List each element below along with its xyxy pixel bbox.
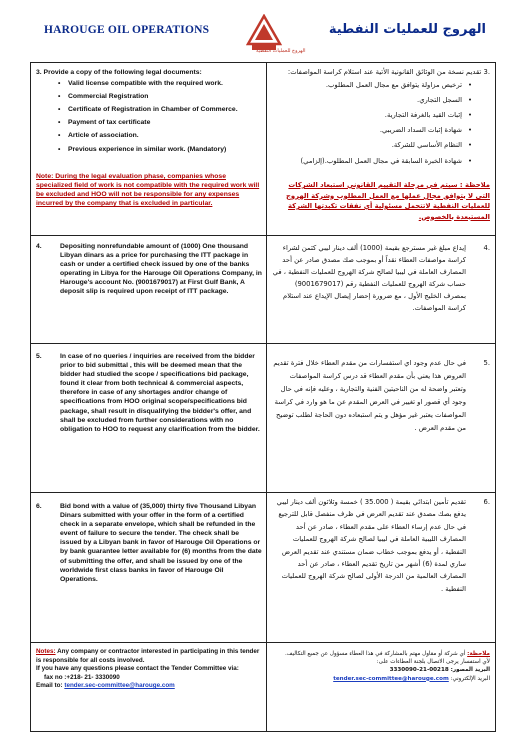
row-separator — [30, 343, 496, 344]
item4-ar — [272, 242, 490, 314]
list-item: • ترخيص مزاولة يتوافق مع مجال العمل المطلوب. — [272, 81, 462, 90]
deposit-paragraph-en: Depositing nonrefundable amount of (1000) One thousand Libyan dinars as a price for purchasing the ITT package in cash or under a certified check issued by one of the banks operating in Libya for the Harouge Oil Operations Company, in Harouge's account No. (9001679017) at First Gulf Bank, A deposit slip is required upon receipt of ITT package. — [60, 243, 262, 296]
item-number: .6 — [483, 498, 490, 506]
item-number: 4. — [36, 243, 42, 250]
item4-en — [36, 242, 262, 297]
email-label: البريد الإلكتروني: — [448, 675, 490, 682]
column-divider — [266, 62, 267, 732]
item5-en — [36, 352, 262, 434]
item-number: .5 — [483, 359, 490, 367]
item-number: 5. — [36, 353, 42, 360]
contact-text: If you have any questions please contact the Tender Committee via: — [36, 665, 239, 673]
item-number: .4 — [483, 244, 490, 252]
list-item: • Certificate of Registration in Chamber of Commerce. — [68, 105, 262, 114]
list-item: • Valid license compatible with the required work. — [68, 79, 262, 88]
legal-docs-list-en — [36, 79, 262, 154]
row-separator — [30, 235, 496, 236]
notes-text: Any company or contractor interested in participating in this tender is responsible for all costs involved. — [36, 648, 260, 664]
legal-docs-list-ar — [272, 81, 490, 166]
item-number: 6. — [36, 503, 42, 510]
item6-en — [36, 502, 262, 584]
fax-number: البريد المصور: 00218-21-3330090 — [389, 667, 490, 674]
footer-notes-en — [36, 648, 262, 691]
email-link[interactable]: tender.sec-committee@harouge.com — [64, 682, 175, 690]
item5-ar — [272, 357, 490, 435]
row-separator — [30, 492, 496, 493]
list-item: • Payment of tax certificate — [68, 118, 262, 127]
bid-bond-paragraph-en: Bid bond with a value of (35,000) thirty five Thousand Libyan Dinars submitted with your offer in the form of a certified check in a separate envelope, which shall be refunded in the event of failure to secure the tender. The check shall be issued by a Libyan bank in favor of Harouge Oil Operations or by bank guarantee letter available for (6) months from the date of submitting the offer, and shall be issued by one of the worldwide first class banks in favor of Harouge Oil Operations. — [60, 503, 262, 583]
bid-bond-paragraph-ar: تقديم تأمين ابتدائي بقيمة ( 35.000 ) خمسة وثلاثون ألف دينار ليبي يدفع بصك مصدق عند تقديم العرض في ظرف منفصل قابل للترجيع في حال عدم إرساء العطاء على مقدم العطاء ، صادر عن أحد المصارف الليبية العاملة في ليبيا لصالح شركة الهروج للعمليات النفطية ، أو يدفع بموجب خطاب ضمان مستندي عند تقديم العرض ساري لمدة (6) أشهر من تاريخ تقديم العطاء ، صادر عن أحد المصارف العالمية من الدرجة الأولى لصالح شركة الهروج للعمليات النفطية . — [276, 498, 466, 593]
contact-text: لأي استفسار يرجى الاتصال بلجنة العطاءات على: — [376, 659, 490, 666]
row-separator — [30, 642, 496, 643]
letterhead — [30, 10, 496, 58]
queries-paragraph-en: In case of no queries / inquiries are received from the bidder prior to bid submittal , this will be deemed mean that the bidder had studied the scope / specifications bid package, found it clear from both technical & commercial aspects, therefore in case of any shortages and/or change of specifications from HOO original scope/specifications bid package, shall result in disqualifying the bidder's offer, and shall be excluded from further considerations with no obligation to HOO to request any clarification from the bidder. — [60, 353, 260, 433]
company-title-en: HAROUGE OIL OPERATIONS — [44, 24, 210, 36]
logo-caption: الهروج للعمليات النفطية — [256, 48, 306, 54]
list-item: • النظام الأساسي للشركة. — [272, 141, 462, 150]
list-item: • السجل التجاري. — [272, 96, 462, 105]
footer-notes-ar — [272, 650, 490, 683]
list-item: • Previous experience in similar work. (Mandatory) — [68, 145, 262, 154]
item6-ar — [272, 496, 490, 595]
item3-en — [36, 68, 262, 154]
legal-note-ar: ملاحظة : سيتم في مرحلة التقييم القانوني استبعاد الشركات التي لا يتوافق مجال عملها مع العمل المطلوب وشركة الهروج للعمليات النفطية لاتتحمل مسئولية أي نفقات تكبدتها الشركة المستبعدة بالخصوص. — [285, 181, 490, 221]
list-item: • شهادة الخبرة السابقة في مجال العمل المطلوب.(إلزامي) — [272, 157, 462, 166]
email-label: Email to: — [36, 682, 65, 690]
email-link[interactable]: tender.sec-committee@harouge.com — [333, 675, 449, 682]
item3-intro-en: 3. Provide a copy of the following legal documents: — [36, 69, 202, 76]
legal-note-en: Note: During the legal evaluation phase, companies whose specialized field of work is not compatible with the required work will be excluded and HOO will not be responsible for any expenses incurred by the company that is excluded in particular. — [36, 173, 260, 208]
item3-intro-ar: .3 تقديم نسخة من الوثائق القانونية الأتية عند استلام كراسة المواصفات: — [287, 68, 490, 76]
fax-number: fax no :+218- 21- 3330090 — [44, 673, 120, 681]
document-page — [30, 10, 496, 732]
list-item: • Article of association. — [68, 131, 262, 140]
notes-label: ملاحظة: — [467, 651, 490, 657]
deposit-paragraph-ar: إيداع مبلغ غير مسترجع بقيمة (1000) ألف دينار ليبي كثمن لشراء كراسة مواصفات العطاء نقداً أو بموجب صك مصدق صادر عن أحد المصارف العاملة في ليبيا لصالح شركة الهروج للعمليات النفطية ، في حساب شركة الهروج للعمليات النفطية رقم (9001679017) بمصرف الخليج الأول ، مع ضرورة إحضار إيصال الإيداع عند استلام كراسة المواصفات. — [272, 244, 466, 312]
list-item: • إثبات القيد بالغرفة التجارية. — [272, 111, 462, 120]
list-item: • شهادة إثبات السداد الضريبي. — [272, 126, 462, 135]
notes-text: أي شركة أو مقاول مهتم بالمشاركة في هذا العطاء مسؤول عن جميع التكاليف. — [284, 651, 468, 657]
queries-paragraph-ar: في حال عدم وجود اي استفسارات من مقدم العطاء خلال فترة تقديم العروض هذا يعني بأن مقدم العطاء قد درس كراسة المواصفات وتعتبر واضحة له من الناحيتين الفنية والتجارية ، وعليه فإنه في حال وجود أي قصور او تغيير في العرض المقدم عن ما هو وارد في كراسة المواصفات يعتبر غير مؤهل و يتم استبعاده دون الحاجة لطلب توضيح من مقدم العرض . — [273, 359, 466, 432]
notes-label: Notes: — [36, 648, 56, 655]
company-title-ar: الهروج للعمليات النفطية — [328, 22, 486, 37]
list-item: • Commercial Registration — [68, 92, 262, 101]
item3-ar — [272, 68, 490, 166]
